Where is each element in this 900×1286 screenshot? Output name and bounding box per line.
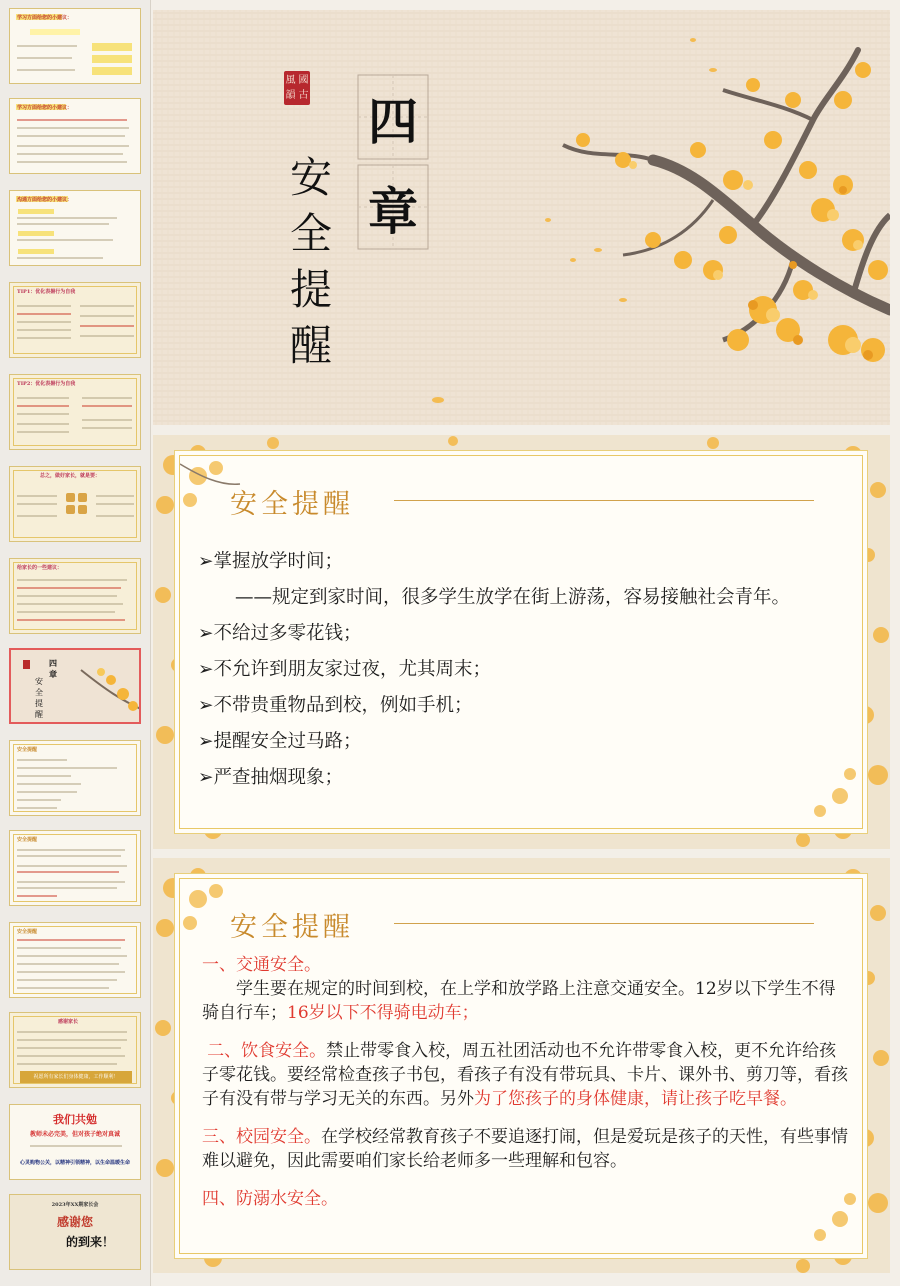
thumbnail-title: 感谢您 — [56, 1215, 93, 1229]
seal-char: 國 — [298, 75, 309, 86]
section-title: 一、交通安全。 — [202, 955, 321, 975]
thumbnail-title: 给家长的一些建议： — [17, 565, 63, 571]
slide-thumbnail-5[interactable] — [9, 374, 141, 450]
blossom-branch-illustration — [153, 10, 890, 425]
section-title: 三、校园安全。 — [202, 1127, 321, 1147]
heading-divider — [394, 500, 814, 501]
title-char: 醒 — [289, 321, 332, 370]
slide-thumbnail-1[interactable] — [9, 8, 141, 84]
bullet-list — [198, 544, 858, 796]
title-char: 安 — [289, 153, 332, 202]
thumbnail-footer: 心灵购物公关，以精神引领精神，以生命温暖生命 — [19, 1160, 130, 1166]
section-campus — [202, 1125, 850, 1173]
chapter-title — [281, 150, 341, 374]
thumbnail-title: 学习方面给您的小建议： — [17, 105, 73, 111]
thumbnail-title: TIP1：优化表揚行为自我 — [17, 289, 76, 295]
bullet-item: ➢严查抽烟现象； — [198, 767, 344, 788]
slide-chapter-cover[interactable] — [153, 10, 890, 425]
slide-thumbnail-6[interactable] — [9, 466, 141, 542]
chapter-char-1: 四 — [368, 92, 418, 151]
section-drowning — [202, 1187, 850, 1211]
slide-thumbnail-11[interactable] — [9, 922, 141, 998]
title-char: 提 — [289, 265, 332, 314]
seal-char: 古 — [298, 90, 309, 101]
thumbnail-title: TIP2：优化表揚行为自我 — [17, 381, 76, 387]
thumbnail-title: 学习方面给您的小建议： — [17, 15, 73, 21]
thumbnail-title: 我们共勉 — [53, 1113, 97, 1126]
slide-thumbnail-2[interactable] — [9, 98, 141, 174]
thumbnail-title: 安全提醒 — [17, 929, 38, 935]
bullet-item: ——规定到家时间，很多学生放学在街上游荡，容易接触社会青年。 — [198, 587, 791, 608]
bullet-item: ➢掌握放学时间； — [198, 551, 344, 572]
thumbnail-subtitle: 2023年XX期家长会 — [51, 1202, 99, 1208]
seal-char: 韻 — [285, 90, 296, 101]
slide-thumbnail-4[interactable] — [9, 282, 141, 358]
section-highlight: 为了您孩子的身体健康，请让孩子吃早餐。 — [474, 1089, 797, 1109]
content-panel — [179, 878, 863, 1254]
slide-thumbnail-7[interactable] — [9, 558, 141, 634]
section-text: 学生要在规定的时间到校，在上学和放学路上注意交通安全。12岁以下学生不得骑自行车； — [202, 979, 836, 1023]
section-highlight: 16岁以下不得骑电动车； — [287, 1003, 479, 1023]
bullet-item: ➢提醒安全过马路； — [198, 731, 362, 752]
slide-heading: 安全提醒 — [230, 489, 354, 520]
section-text: 禁止带零食入校，周五社团活动也不允许带零食入校，更不允许给孩子零花钱。要经常检查孩子书包，看孩子有没有带玩具、卡片、课外书、剪刀等，看孩子有没有带与学习无关的东西。另外 — [202, 1041, 848, 1109]
section-traffic — [202, 953, 850, 1025]
thumbnail-title-2: 的到来！ — [65, 1235, 114, 1249]
blossom-thumb-icon — [11, 650, 141, 724]
bullet-item: ➢不允许到朋友家过夜，尤其周末； — [198, 659, 492, 680]
slide-safety-reminder-2[interactable] — [153, 858, 890, 1273]
thumbnail-subtitle: 教师未必完美，但对孩子绝对真诚 — [29, 1131, 120, 1138]
heading-divider — [394, 923, 814, 924]
bullet-item: ➢不给过多零花钱； — [198, 623, 362, 644]
slide-thumbnail-13[interactable] — [9, 1104, 141, 1180]
thumbnail-title: 总之，做好家长，就是要： — [40, 473, 101, 479]
section-food — [202, 1039, 850, 1111]
seal-char: 風 — [285, 75, 296, 86]
seal-stamp — [284, 71, 310, 105]
section-title: 四、防溺水安全。 — [202, 1189, 338, 1209]
slide-thumbnail-3[interactable] — [9, 190, 141, 266]
slide-thumbnail-12[interactable] — [9, 1012, 141, 1088]
thumbnail-title: 沟通方面给您的小建议： — [17, 197, 73, 203]
slide-safety-reminder-1[interactable] — [153, 435, 890, 849]
chapter-char-2: 章 — [368, 182, 418, 241]
slide-thumbnail-8-active[interactable]: 四 章 安 全 提 醒 — [9, 648, 141, 724]
bullet-item: ➢不带贵重物品到校，例如手机； — [198, 695, 473, 716]
thumbnail-title: 安全提醒 — [17, 837, 38, 843]
content-panel — [179, 455, 863, 829]
thumbnail-banner: 祝愿所有家长们身体健康，工作顺利！ — [20, 1071, 132, 1083]
slide-thumbnail-panel[interactable] — [0, 0, 151, 1286]
slide-thumbnail-14[interactable] — [9, 1194, 141, 1270]
section-text: 在学校经常教育孩子不要追逐打闹，但是爱玩是孩子的天性，有些事情难以避免，因此需要咱们家长给老师多一些理解和包容。 — [202, 1127, 848, 1171]
slide-heading: 安全提醒 — [230, 912, 354, 943]
section-title: 二、饮食安全。 — [207, 1041, 327, 1061]
title-char: 全 — [289, 209, 332, 258]
safety-sections — [202, 953, 850, 1211]
slide-thumbnail-10[interactable] — [9, 830, 141, 906]
thumbnail-title: 感谢家长 — [58, 1019, 79, 1025]
thumbnail-title: 安全提醒 — [17, 747, 38, 753]
slide-thumbnail-9[interactable] — [9, 740, 141, 816]
